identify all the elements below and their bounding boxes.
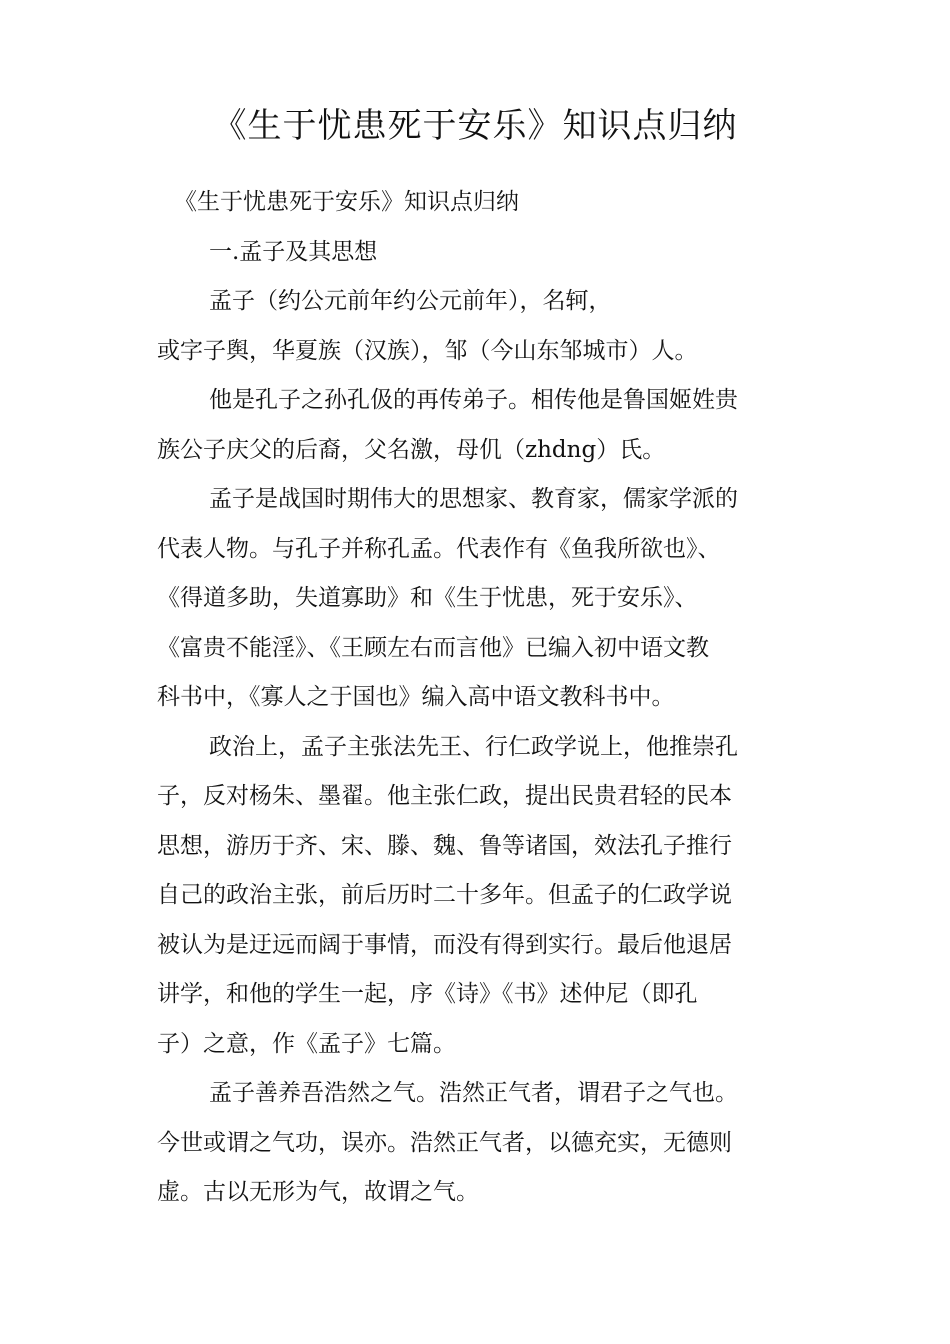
text-line: 或字子舆，华夏族（汉族），邹（今山东邹城市）人。 [157, 337, 698, 364]
document-title: 《生于忧患死于安乐》知识点归纳 [212, 106, 738, 146]
text-line: 孟子善养吾浩然之气。浩然正气者，谓君子之气也。 [209, 1080, 738, 1106]
subtitle-line: 《生于忧患死于安乐》知识点归纳 [174, 189, 519, 215]
text-line: 自己的政治主张，前后历时二十多年。但孟子的仁政学说 [157, 882, 732, 908]
text-line: 科书中，《寡人之于国也》编入高中语文教科书中。 [157, 684, 675, 710]
section-heading: 一.孟子及其思想 [209, 238, 378, 265]
text-line: 讲学，和他的学生一起，序《诗》《书》述仲尼（即孔 [157, 981, 698, 1007]
document-body [157, 178, 797, 1218]
text-line: 孟子是战国时期伟大的思想家、教育家，儒家学派的 [209, 486, 738, 512]
text-line: 族公子庆父的后裔，父名激，母仉（zhdng）氏。 [157, 436, 666, 463]
text-line: 思想，游历于齐、宋、滕、魏、鲁等诸国，效法孔子推行 [157, 832, 732, 859]
text-line: 《得道多助，失道寡助》和《生于忧患，死于安乐》、 [157, 585, 698, 611]
text-line: 虚。古以无形为气，故谓之气。 [157, 1179, 479, 1205]
text-line: 代表人物。与孔子并称孔孟。代表作有《鱼我所欲也》、 [157, 535, 721, 562]
text-line: 子，反对杨朱、墨翟。他主张仁政，提出民贵君轻的民本 [157, 783, 732, 809]
text-line: 《富贵不能淫》、《王顾左右而言他》已编入初中语文教 [157, 634, 709, 661]
text-line: 孟子（约公元前年约公元前年），名轲， [209, 288, 612, 314]
text-line: 政治上，孟子主张法先王、行仁政学说上，他推崇孔 [209, 733, 738, 760]
text-line: 他是孔子之孙孔伋的再传弟子。相传他是鲁国姬姓贵 [209, 387, 738, 413]
text-line: 子）之意，作《孟子》七篇。 [157, 1030, 456, 1057]
text-line: 今世或谓之气功，误亦。浩然正气者，以德充实，无德则 [157, 1129, 732, 1156]
text-line: 被认为是迂远而阔于事情，而没有得到实行。最后他退居 [157, 931, 732, 958]
